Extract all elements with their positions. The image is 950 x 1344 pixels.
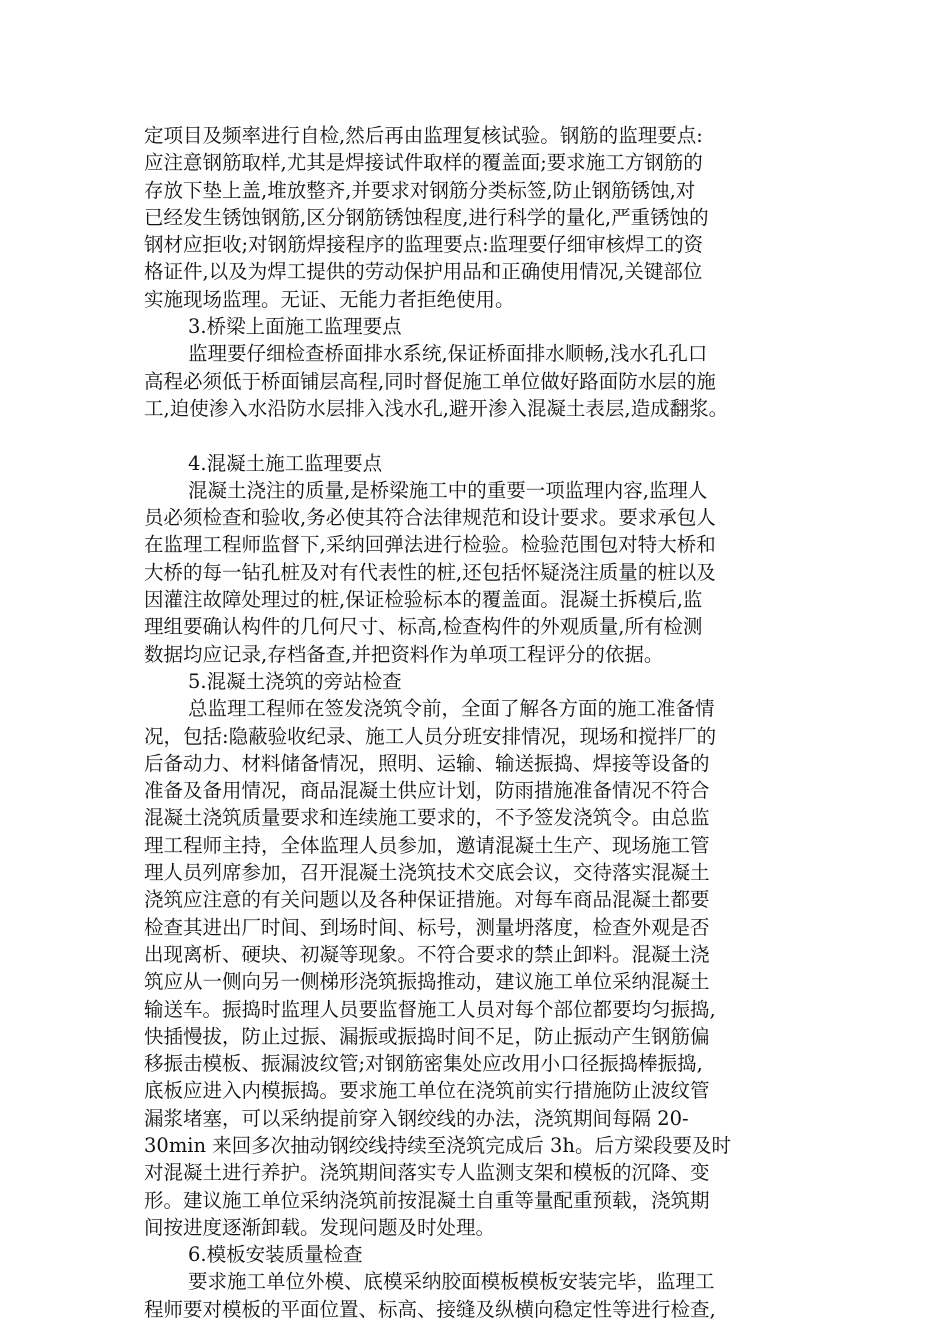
text-line: 对混凝土进行养护。浇筑期间落实专人监测支架和模板的沉降、变 — [144, 1161, 710, 1185]
document-body — [144, 122, 820, 1323]
section-heading-3: 3.桥梁上面施工监理要点 — [188, 315, 402, 339]
text-line: 定项目及频率进行自检,然后再由监理复核试验。钢筋的监理要点: — [144, 124, 703, 147]
section-heading-4: 4.混凝土施工监理要点 — [188, 451, 383, 475]
text-line: 员必须检查和验收,务必使其符合法律规范和设计要求。要求承包人 — [144, 506, 716, 530]
text-line: 快插慢拔，防止过振、漏振或振捣时间不足，防止振动产生钢筋偏 — [144, 1024, 710, 1048]
text-line: 在监理工程师监督下,采纳回弹法进行检验。检验范围包对特大桥和 — [144, 533, 716, 557]
text-line: 存放下垫上盖,堆放整齐,并要求对钢筋分类标签,防止钢筋锈蚀,对 — [144, 178, 696, 202]
text-line: 应注意钢筋取样,尤其是焊接试件取样的覆盖面;要求施工方钢筋的 — [144, 151, 703, 175]
text-line: 已经发生锈蚀钢筋,区分钢筋锈蚀程度,进行科学的量化,严重锈蚀的 — [144, 205, 709, 229]
text-line: 筑应从一侧向另一侧梯形浇筑振捣推动，建议施工单位采纳混凝土 — [144, 970, 710, 994]
text-line: 混凝土浇筑质量要求和连续施工要求的，不予签发浇筑令。由总监 — [144, 806, 710, 830]
text-line: 钢材应拒收;对钢筋焊接程序的监理要点:监理要仔细审核焊工的资 — [144, 233, 704, 257]
text-line: 工,迫使渗入水沿防水层排入浅水孔,避开渗入混凝土表层,造成翻浆。 — [144, 396, 729, 420]
text-line: 混凝土浇注的质量,是桥梁施工中的重要一项监理内容,监理人 — [188, 478, 708, 502]
text-line: 检查其进出厂时间、到场时间、标号，测量坍落度，检查外观是否 — [144, 915, 710, 939]
text-line: 实施现场监理。无证、无能力者拒绝使用。 — [144, 287, 515, 311]
text-line: 浇筑应注意的有关问题以及各种保证措施。对每车商品混凝土都要 — [144, 888, 710, 912]
text-line: 形。建议施工单位采纳浇筑前按混凝土自重等量配重预载，浇筑期 — [144, 1188, 710, 1212]
text-line: 数据均应记录,存档备查,并把资料作为单项工程评分的依据。 — [144, 642, 664, 666]
text-line: 总监理工程师在签发浇筑令前，全面了解各方面的施工准备情 — [188, 697, 715, 721]
section-heading-5: 5.混凝土浇筑的旁站检查 — [188, 669, 402, 693]
paragraph-pouring-inspection — [144, 695, 820, 1241]
text-line: 移振击模板、振漏波纹管;对钢筋密集处应改用小口径振捣棒振捣, — [144, 1052, 703, 1076]
text-line: 要求施工单位外模、底模采纳胶面模板模板安装完毕，监理工 — [188, 1270, 715, 1294]
text-line: 况，包括:隐蔽验收纪录、施工人员分班安排情况，现场和搅拌厂的 — [144, 724, 717, 748]
paragraph-formwork-inspection — [144, 1268, 820, 1323]
text-line: 因灌注故障处理过的桩,保证检验标本的覆盖面。混凝土拆模后,监 — [144, 588, 703, 612]
paragraph-steel-inspection — [144, 122, 820, 313]
text-line: 格证件,以及为焊工提供的劳动保护用品和正确使用情况,关键部位 — [144, 260, 703, 284]
text-line: 理组要确认构件的几何尺寸、标高,检查构件的外观质量,所有检测 — [144, 615, 703, 639]
text-line: 漏浆堵塞，可以采纳提前穿入钢绞线的办法，浇筑期间每隔 20- — [144, 1106, 689, 1130]
paragraph-bridge-deck — [144, 340, 820, 422]
text-line: 监理要仔细检查桥面排水系统,保证桥面排水顺畅,浅水孔孔口 — [188, 342, 708, 366]
text-line: 后备动力、材料储备情况，照明、运输、输送振捣、焊接等设备的 — [144, 751, 710, 775]
paragraph-concrete-supervision — [144, 477, 820, 668]
text-line: 准备及备用情况，商品混凝土供应计划，防雨措施准备情况不符合 — [144, 779, 710, 803]
text-line: 出现离析、硬块、初凝等现象。不符合要求的禁止卸料。混凝土浇 — [144, 942, 710, 966]
text-line: 底板应进入内模振捣。要求施工单位在浇筑前实行措施防止波纹管 — [144, 1079, 710, 1103]
blank-line — [144, 422, 820, 449]
section-heading-6: 6.模板安装质量检查 — [188, 1243, 363, 1267]
text-line: 30min 来回多次抽动钢绞线持续至浇筑完成后 3h。后方梁段要及时 — [144, 1133, 731, 1157]
text-line: 理人员列席参加，召开混凝土浇筑技术交底会议，交待落实混凝土 — [144, 861, 710, 885]
text-line: 输送车。振捣时监理人员要监督施工人员对每个部位都要均匀振捣, — [144, 997, 716, 1021]
text-line: 程师要对模板的平面位置、标高、接缝及纵横向稳定性等进行检查, — [144, 1297, 716, 1321]
text-line: 大桥的每一钻孔桩及对有代表性的桩,还包括怀疑浇注质量的桩以及 — [144, 560, 716, 584]
text-line: 理工程师主持，全体监理人员参加，邀请混凝土生产、现场施工管 — [144, 833, 710, 857]
text-line: 间按进度逐渐卸载。发现问题及时处理。 — [144, 1215, 496, 1239]
text-line: 高程必须低于桥面铺层高程,同时督促施工单位做好路面防水层的施 — [144, 369, 716, 393]
